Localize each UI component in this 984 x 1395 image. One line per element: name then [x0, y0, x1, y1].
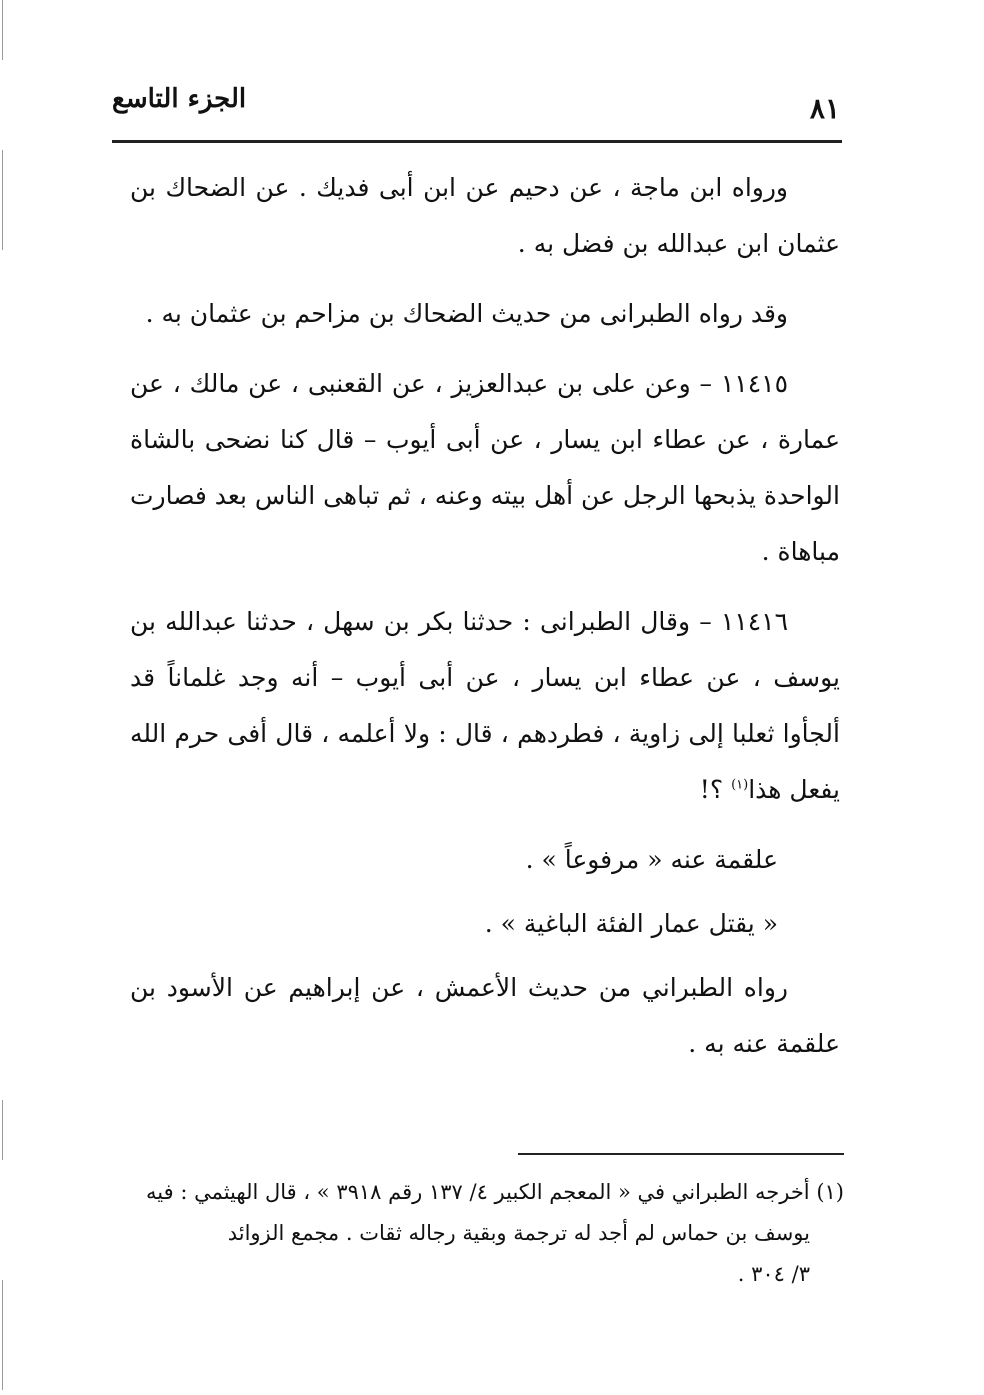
- footnote-marker: (١): [731, 777, 749, 793]
- footnote: [128, 1172, 844, 1295]
- footnote-divider: [518, 1153, 844, 1155]
- scan-artifact: [2, 150, 3, 250]
- page-header: [112, 78, 842, 138]
- footnote-line: يوسف بن حماس لم أجد له ترجمة وبقية رجاله ثقات . مجمع الزوائد: [227, 1221, 810, 1245]
- hadith-11416-ending: ؟!: [699, 775, 732, 804]
- running-title: الجزء التاسع: [112, 84, 247, 114]
- hadith-11416: [130, 594, 840, 818]
- main-text: [130, 160, 840, 1086]
- scan-artifact: [2, 1280, 3, 1390]
- header-divider: [112, 140, 842, 143]
- quote-line: علقمة عنه « مرفوعاً » .: [525, 845, 778, 874]
- page-number: ٨١: [809, 92, 840, 125]
- paragraph: وقد رواه الطبرانى من حديث الضحاك بن مزاحم بن عثمان به .: [145, 299, 788, 328]
- hadith-11416-text: ١١٤١٦ – وقال الطبرانى : حدثنا بكر بن سهل ، حدثنا عبدالله بن يوسف ، عن عطاء ابن يسار ، عن أبى أيوب – أنه وجد غلماناً قد ألجأوا ثعلبا إلى زاوية ، فطردهم ، قال : ولا أعلمه ، قال أفى حرم الله يفعل هذا: [130, 607, 840, 804]
- footnote-line: (١) أخرجه الطبراني في « المعجم الكبير ٤/ ١٣٧ رقم ٣٩١٨ » ، قال الهيثمي : فيه: [146, 1180, 844, 1204]
- footnote-line: ٣/ ٣٠٤ .: [737, 1262, 810, 1286]
- closing-paragraph: رواه الطبراني من حديث الأعمش ، عن إبراهيم عن الأسود بن علقمة عنه به .: [130, 973, 840, 1058]
- hadith-11415: ١١٤١٥ – وعن على بن عبدالعزيز ، عن القعنبى ، عن مالك ، عن عمارة ، عن عطاء ابن يسار ، عن أبى أيوب – قال كنا نضحى بالشاة الواحدة يذبحها الرجل عن أهل بيته وعنه ، ثم تباهى الناس بعد فصارت مباهاة .: [130, 369, 840, 566]
- scan-artifact: [2, 1100, 3, 1160]
- scan-artifact: [2, 0, 3, 60]
- paragraph: ورواه ابن ماجة ، عن دحيم عن ابن أبى فديك . عن الضحاك بن عثمان ابن عبدالله بن فضل به .: [130, 173, 840, 258]
- quote-line: « يقتل عمار الفئة الباغية » .: [484, 909, 778, 938]
